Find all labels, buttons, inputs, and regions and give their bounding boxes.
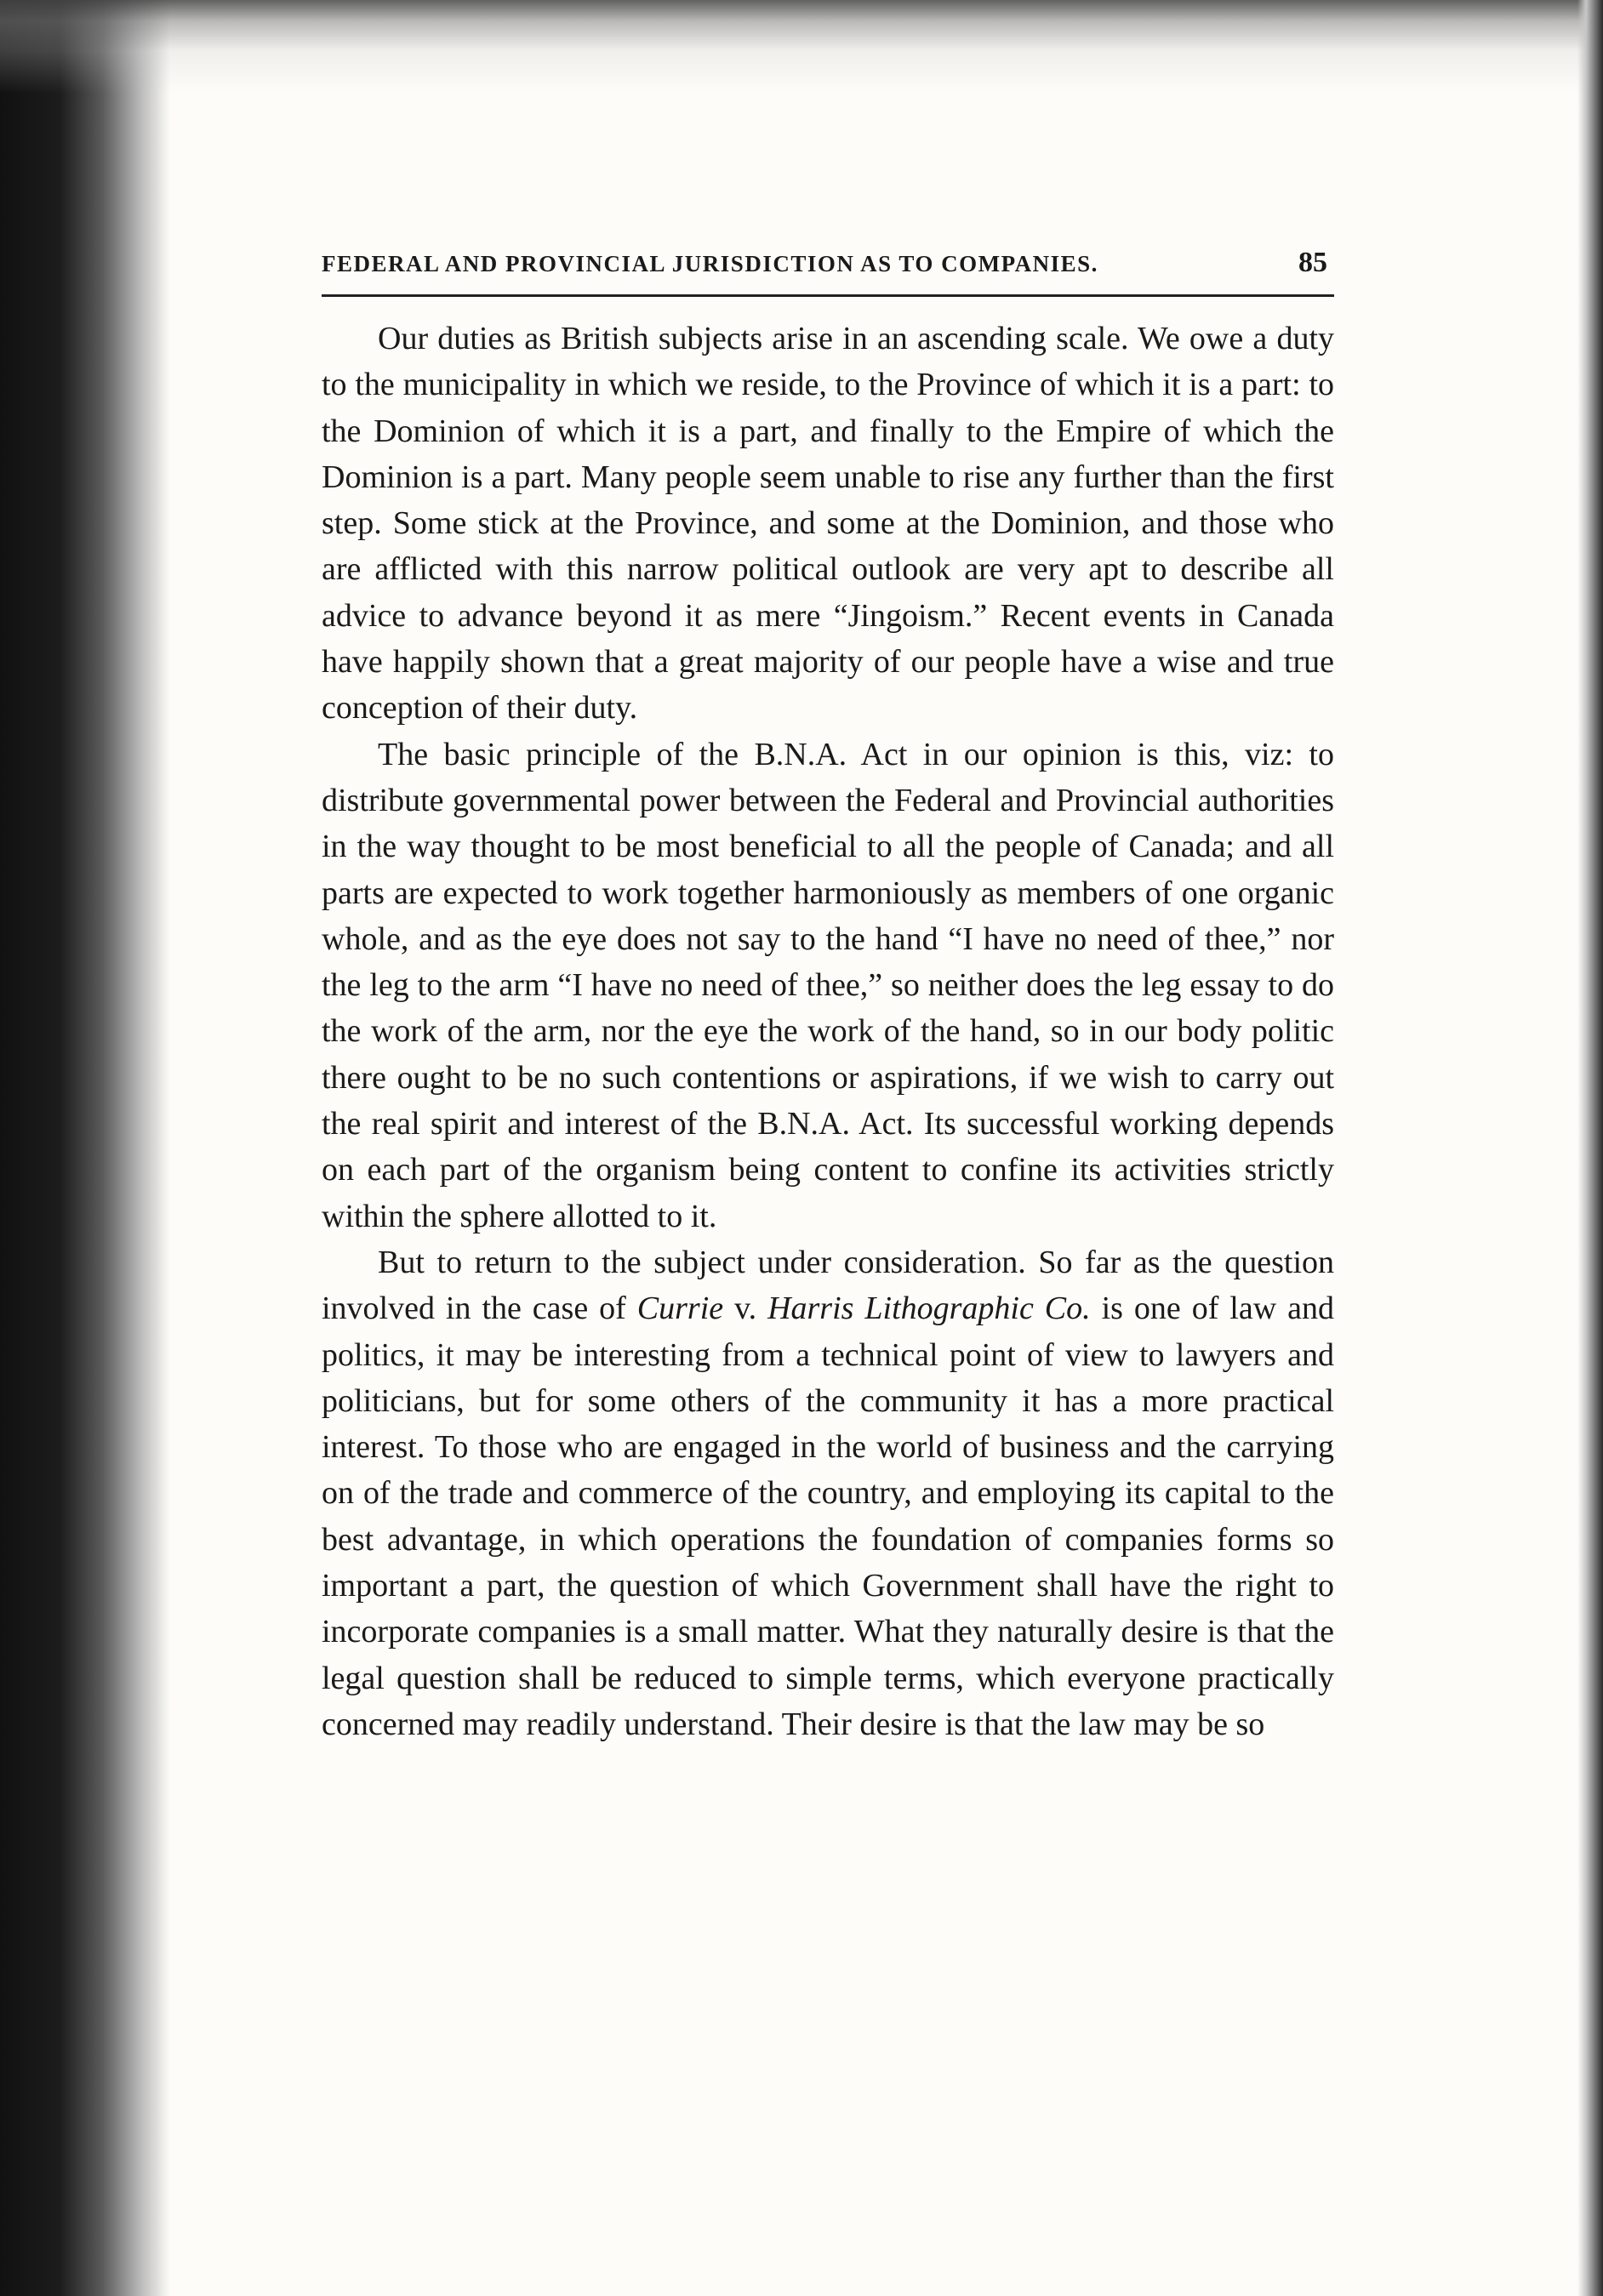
scan-top-shadow (0, 0, 1603, 94)
case-versus: v. (723, 1290, 768, 1327)
case-party-2: Harris Lithographic Co. (767, 1290, 1091, 1327)
body-text (322, 316, 1334, 1747)
case-party-1: Currie (636, 1290, 724, 1327)
paragraph-3-intro: But to return to the subject under consideration. So far as the question involved in the case of (322, 1244, 1334, 1327)
paragraph-3 (322, 1239, 1334, 1747)
book-spine-shadow (0, 0, 170, 2296)
book-page (322, 247, 1334, 1747)
paragraph-1: Our duties as British subjects arise in an ascending scale. We owe a duty to the municipality in which we reside, to the Province of which it is a part: to the Dominion of which it is a part, and finally to the Empire of which the Dominion is a part. Many people seem unable to rise any further than the first step. Some stick at the Province, and some at the Dominion, and those who are afflicted with this narrow political outlook are very apt to describe all advice to advance beyond it as mere “Jingoism.” Recent events in Canada have happily shown that a great majority of our people have a wise and true conception of their duty. (322, 321, 1334, 726)
paragraph-3-rest: is one of law and politics, it may be interesting from a technical point of view to lawyers and politicians, but for some others of the community it has a more practical interest. To those who are engaged in the world of business and the carrying on of the trade and commerce of the country, and employing its capital to the best advantage, in which operations the foundation of companies forms so important a part, the question of which Government shall have the right to incorporate companies is a small matter. What they naturally desire is that the legal question shall be reduced to simple terms, which everyone practically concerned may readily understand. Their desire is that the law may be so (322, 1290, 1334, 1742)
running-head (322, 247, 1334, 297)
scan-right-edge (1577, 0, 1603, 2296)
running-title: FEDERAL AND PROVINCIAL JURISDICTION AS TO COMPANIES. (322, 251, 1098, 276)
paragraph-2: The basic principle of the B.N.A. Act in our opinion is this, viz: to distribute governmental power between the Federal and Provincial authorities in the way thought to be most beneficial to all the people of Canada; and all parts are expected to work together harmoniously as members of one organic whole, and as the eye does not say to the hand “I have no need of thee,” nor the leg to the arm “I have no need of thee,” so neither does the leg essay to do the work of the arm, nor the eye the work of the hand, so in our body politic there ought to be no such contentions or aspirations, if we wish to carry out the real spirit and interest of the B.N.A. Act. Its successful working depends on each part of the organism being content to confine its activities strictly within the sphere allotted to it. (322, 736, 1334, 1234)
page-number: 85 (1298, 247, 1327, 278)
